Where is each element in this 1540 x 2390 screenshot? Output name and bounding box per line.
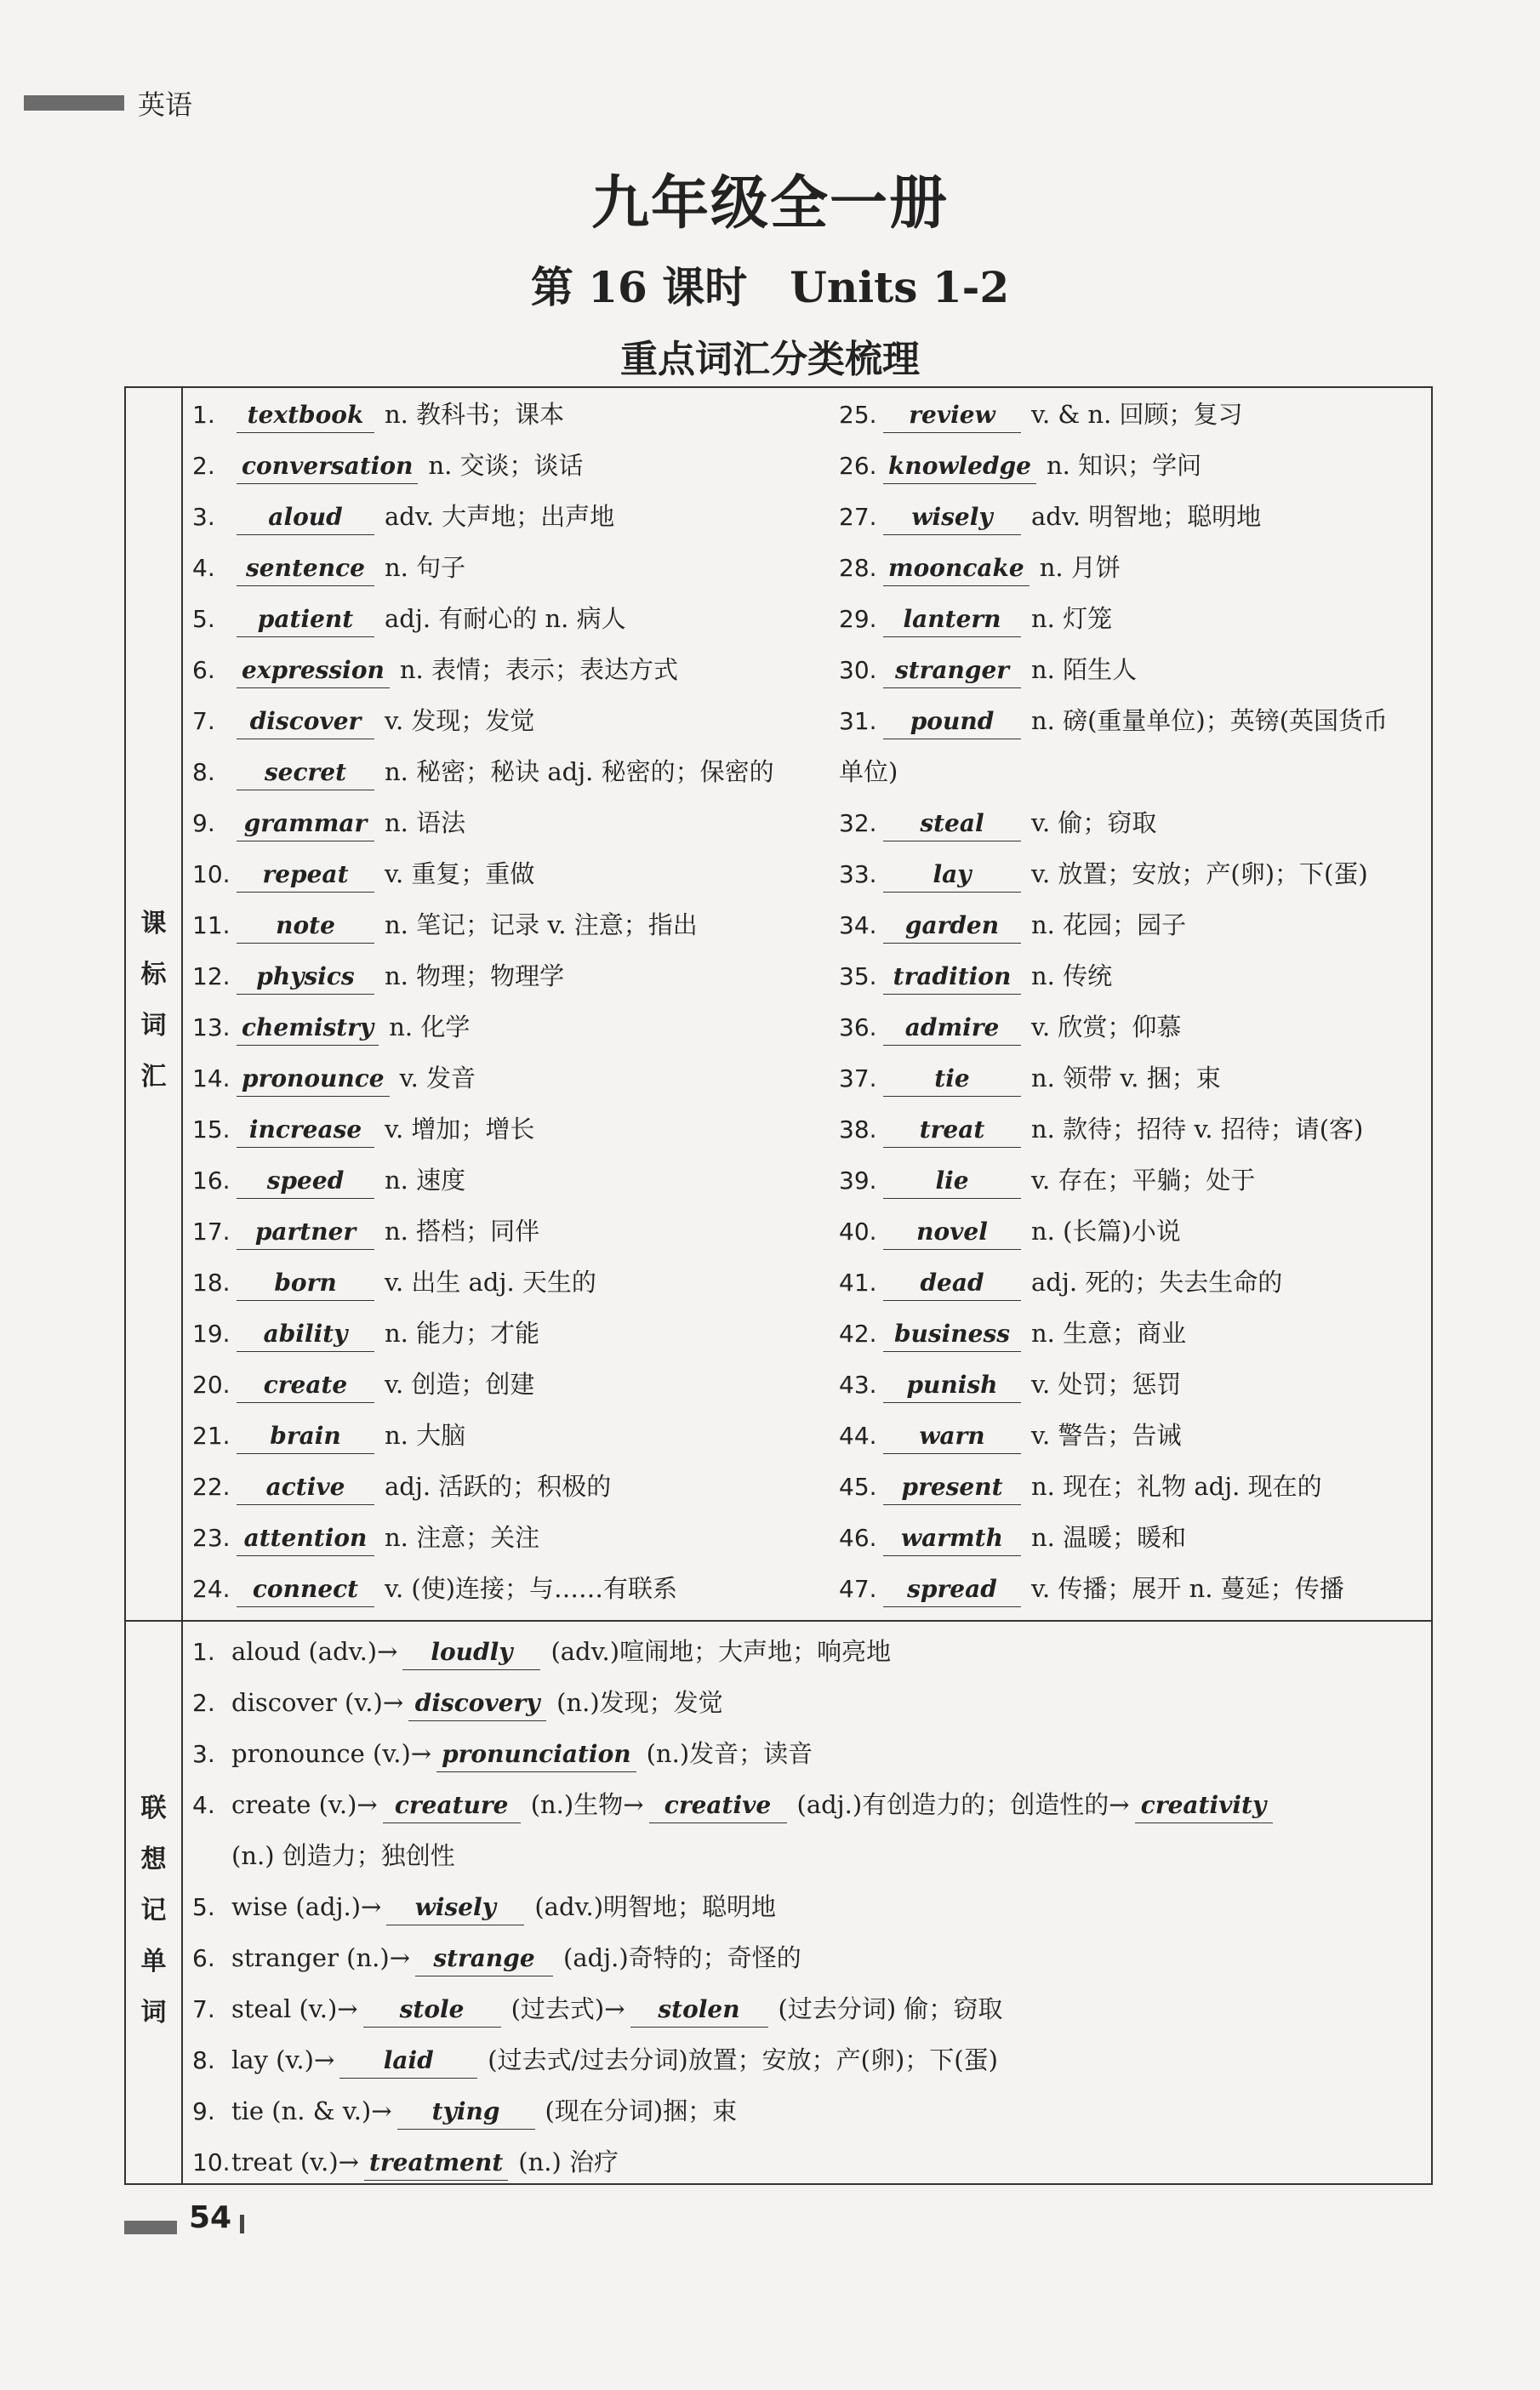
- derived-meaning: (adj.)奇特的；奇怪的: [563, 1943, 801, 1972]
- entry-meaning: n. 花园；园子: [1031, 910, 1187, 939]
- entry-number: 14.: [192, 1064, 231, 1092]
- entry-number: 5.: [192, 1893, 215, 1921]
- answer-blank: pronunciation: [436, 1737, 636, 1772]
- vocab-entry: [192, 1567, 677, 1610]
- derived-meaning: (adv.)喧闹地；大声地；响亮地: [550, 1637, 892, 1666]
- answer-blank: creative: [649, 1788, 787, 1823]
- entry-meaning: v. 创造；创建: [385, 1370, 535, 1399]
- vocab-entry: [839, 1006, 1181, 1048]
- entry-number: 2.: [192, 1689, 215, 1717]
- answer-blank: lay: [883, 858, 1021, 893]
- entry-number: 1.: [192, 401, 215, 429]
- vocab-entry: [192, 393, 564, 436]
- vocab-entry: [839, 1159, 1255, 1201]
- source-word: create (v.)→: [231, 1790, 378, 1819]
- entry-meaning-continued: 单位): [839, 757, 898, 786]
- answer-blank: born: [237, 1266, 374, 1301]
- entry-meaning: v. 出生 adj. 天生的: [385, 1268, 596, 1297]
- entry-meaning: adv. 大声地；出声地: [385, 502, 615, 531]
- answer-blank: treat: [883, 1113, 1021, 1148]
- answer-blank: note: [237, 909, 374, 944]
- answer-blank: garden: [883, 909, 1021, 944]
- entry-meaning: adj. 有耐心的 n. 病人: [385, 604, 626, 633]
- entry-meaning: n. 搭档；同伴: [385, 1217, 540, 1246]
- entry-number: 41.: [839, 1269, 877, 1297]
- entry-meaning: n. 笔记；记录 v. 注意；指出: [385, 910, 698, 939]
- column-divider: [181, 388, 183, 2183]
- entry-meaning: adj. 活跃的；积极的: [385, 1472, 612, 1501]
- entry-number: 23.: [192, 1524, 231, 1552]
- entry-number: 1.: [192, 1638, 215, 1666]
- label-char: 单: [140, 1947, 167, 1976]
- answer-blank: discovery: [408, 1686, 546, 1721]
- entry-meaning: n. 现在；礼物 adj. 现在的: [1031, 1472, 1322, 1501]
- entry-number: 24.: [192, 1575, 231, 1603]
- entry-number: 18.: [192, 1269, 231, 1297]
- answer-blank: ability: [237, 1317, 374, 1352]
- association-line: [192, 1630, 891, 1673]
- answer-blank: lantern: [883, 602, 1021, 637]
- answer-blank: tie: [883, 1062, 1021, 1097]
- vocab-entry: [192, 699, 534, 742]
- label-char: 词: [140, 1998, 167, 2028]
- derived-meaning: (过去式)→: [510, 1994, 625, 2023]
- answer-blank: punish: [883, 1368, 1021, 1403]
- vocab-entry: [192, 1159, 465, 1201]
- section-divider: [126, 1620, 1431, 1622]
- answer-blank: patient: [237, 602, 374, 637]
- vocab-entry: [839, 955, 1112, 997]
- entry-number: 6.: [192, 656, 215, 684]
- entry-meaning: n. 领带 v. 捆；束: [1031, 1064, 1221, 1092]
- source-word: discover (v.)→: [231, 1688, 404, 1717]
- entry-meaning: n. 传统: [1031, 961, 1113, 990]
- entry-number: 8.: [192, 2046, 215, 2074]
- entry-meaning: v. 发音: [399, 1064, 476, 1092]
- derived-meaning: (n.)生物→: [530, 1790, 644, 1819]
- entry-number: 20.: [192, 1371, 231, 1399]
- entry-meaning: v. 偷；窃取: [1031, 808, 1157, 837]
- answer-blank: spread: [883, 1572, 1021, 1607]
- answer-blank: stolen: [630, 1993, 768, 2028]
- derived-meaning: (adv.)明智地；聪明地: [534, 1892, 777, 1921]
- vocab-entry: [839, 444, 1201, 487]
- label-char: 词: [140, 1011, 167, 1041]
- vocab-entry: [192, 750, 774, 793]
- answer-blank: dead: [883, 1266, 1021, 1301]
- answer-blank: wisely: [883, 500, 1021, 535]
- vocab-entry: [192, 955, 564, 997]
- derived-meaning: (过去分词) 偷；窃取: [778, 1994, 1003, 2023]
- vocab-section-label: [126, 898, 181, 1103]
- entry-number: 27.: [839, 503, 877, 531]
- entry-number: 9.: [192, 809, 215, 837]
- entry-number: 29.: [839, 605, 877, 633]
- entry-number: 10.: [192, 2148, 231, 2176]
- entry-number: 36.: [839, 1013, 877, 1041]
- vocab-entry: [192, 1210, 539, 1252]
- association-line: [192, 1885, 776, 1928]
- answer-blank: knowledge: [883, 449, 1036, 484]
- entry-meaning: v. 放置；安放；产(卵)；下(蛋): [1031, 859, 1368, 888]
- entry-number: 8.: [192, 758, 215, 786]
- entry-number: 38.: [839, 1115, 877, 1144]
- vocab-entry: [839, 648, 1137, 691]
- entry-meaning: n. 速度: [385, 1166, 466, 1195]
- entry-meaning: n. 秘密；秘诀 adj. 秘密的；保密的: [385, 757, 774, 786]
- entry-number: 5.: [192, 605, 215, 633]
- entry-meaning: n. 能力；才能: [385, 1319, 540, 1348]
- entry-meaning: n. 表情；表示；表达方式: [399, 655, 678, 684]
- answer-blank: tying: [397, 2095, 535, 2130]
- vocab-entry: [839, 1567, 1344, 1610]
- source-word: lay (v.)→: [231, 2045, 335, 2074]
- entry-meaning: v. (使)连接；与……有联系: [385, 1574, 678, 1603]
- page-number: 54: [189, 2200, 232, 2235]
- vocab-entry: [192, 904, 698, 946]
- entry-number: 37.: [839, 1064, 877, 1092]
- page-tick: [240, 2215, 244, 2233]
- answer-blank: warn: [883, 1419, 1021, 1454]
- answer-blank: textbook: [237, 398, 374, 433]
- association-line: [192, 1783, 1283, 1826]
- derived-meaning: (n.) 治疗: [518, 2148, 619, 2176]
- answer-blank: warmth: [883, 1521, 1021, 1556]
- association-line: [192, 1732, 813, 1775]
- label-char: 课: [140, 909, 167, 938]
- answer-blank: speed: [237, 1164, 374, 1199]
- vocab-entry: [839, 1414, 1181, 1457]
- entry-number: 40.: [839, 1218, 877, 1246]
- vocab-entry: [839, 1261, 1282, 1303]
- entry-meaning: n. 磅(重量单位)；英镑(英国货币: [1031, 706, 1389, 735]
- footer-bar: [124, 2221, 177, 2234]
- answer-blank: expression: [237, 653, 390, 688]
- entry-number: 39.: [839, 1166, 877, 1195]
- vocab-entry: [839, 853, 1368, 895]
- association-line: [192, 2090, 737, 2132]
- answer-blank: mooncake: [883, 551, 1030, 586]
- answer-blank: stole: [363, 1993, 501, 2028]
- answer-blank: novel: [883, 1215, 1021, 1250]
- answer-blank: create: [237, 1368, 374, 1403]
- entry-meaning: n. 生意；商业: [1031, 1319, 1187, 1348]
- source-word: tie (n. & v.)→: [231, 2096, 392, 2125]
- entry-number: 46.: [839, 1524, 877, 1552]
- answer-blank: strange: [415, 1942, 553, 1976]
- entry-meaning: v. 存在；平躺；处于: [1031, 1166, 1256, 1195]
- vocab-entry: [839, 546, 1121, 589]
- answer-blank: loudly: [402, 1635, 540, 1670]
- answer-blank: pronounce: [237, 1062, 390, 1097]
- entry-number: 13.: [192, 1013, 231, 1041]
- entry-number: 7.: [192, 1995, 215, 2023]
- source-word: stranger (n.)→: [231, 1943, 410, 1972]
- vocab-entry: [192, 1414, 465, 1457]
- entry-number: 32.: [839, 809, 877, 837]
- answer-blank: aloud: [237, 500, 374, 535]
- vocab-entry: [839, 1057, 1221, 1099]
- header-bar: [24, 95, 124, 111]
- answer-blank: connect: [237, 1572, 374, 1607]
- answer-blank: admire: [883, 1011, 1021, 1046]
- answer-blank: business: [883, 1317, 1021, 1352]
- derived-meaning: (现在分词)捆；束: [545, 2096, 738, 2125]
- answer-blank: laid: [339, 2044, 477, 2079]
- entry-number: 25.: [839, 401, 877, 429]
- entry-meaning: n. 物理；物理学: [385, 961, 565, 990]
- vocab-entry: [839, 1516, 1186, 1559]
- association-line: [192, 2141, 619, 2183]
- entry-number: 17.: [192, 1218, 231, 1246]
- entry-number: 45.: [839, 1473, 877, 1501]
- entry-meaning: n. 款待；招待 v. 招待；请(客): [1031, 1115, 1364, 1144]
- entry-number: 3.: [192, 503, 215, 531]
- vocab-entry: [192, 1312, 539, 1355]
- entry-number: 9.: [192, 2097, 215, 2125]
- answer-blank: lie: [883, 1164, 1021, 1199]
- answer-blank: present: [883, 1470, 1021, 1505]
- answer-blank: review: [883, 398, 1021, 433]
- entry-number: 43.: [839, 1371, 877, 1399]
- vocab-entry: [192, 1006, 470, 1048]
- answer-blank: creativity: [1135, 1788, 1273, 1823]
- vocab-entry: [192, 1516, 539, 1559]
- entry-number: 10.: [192, 860, 231, 888]
- entry-number: 33.: [839, 860, 877, 888]
- label-char: 标: [140, 960, 167, 990]
- vocab-entry: [192, 801, 465, 844]
- entry-meaning: n. 句子: [385, 553, 466, 582]
- entry-number: 44.: [839, 1422, 877, 1450]
- label-char: 汇: [140, 1062, 167, 1092]
- entry-meaning: n. 语法: [385, 808, 466, 837]
- answer-blank: sentence: [237, 551, 374, 586]
- vocab-entry: [192, 495, 614, 538]
- vocab-entry: [839, 495, 1261, 538]
- vocab-entry: [192, 1261, 596, 1303]
- entry-number: 4.: [192, 554, 215, 582]
- book-title: 九年级全一册: [590, 170, 949, 237]
- entry-number: 2.: [192, 452, 215, 480]
- entry-number: 34.: [839, 911, 877, 939]
- entry-meaning: n. 月饼: [1039, 553, 1121, 582]
- association-line: [192, 1681, 723, 1724]
- association-line: [192, 1937, 801, 1979]
- answer-blank: grammar: [237, 807, 374, 841]
- derived-meaning: (n.)发现；发觉: [556, 1688, 723, 1717]
- source-word: steal (v.)→: [231, 1994, 358, 2023]
- answer-blank: creature: [383, 1788, 521, 1823]
- lesson-title: 第 16 课时 Units 1-2: [530, 262, 1010, 312]
- source-word: treat (v.)→: [231, 2148, 359, 2176]
- vocab-entry: [192, 853, 534, 895]
- entry-meaning: n. 温暖；暖和: [1031, 1523, 1187, 1552]
- entry-meaning: adj. 死的；失去生命的: [1031, 1268, 1283, 1297]
- vocab-entry: [839, 1312, 1186, 1355]
- vocab-entry: [192, 546, 465, 589]
- entry-meaning: n. 交谈；谈话: [428, 451, 584, 480]
- entry-number: 3.: [192, 1740, 215, 1768]
- entry-number: 11.: [192, 911, 231, 939]
- entry-meaning: n. 大脑: [385, 1421, 466, 1450]
- vocab-entry: [192, 1057, 476, 1099]
- entry-meaning: v. 警告；告诫: [1031, 1421, 1182, 1450]
- entry-number: 28.: [839, 554, 877, 582]
- answer-blank: brain: [237, 1419, 374, 1454]
- subject-label: 英语: [138, 88, 193, 121]
- vocab-entry: [839, 1363, 1181, 1406]
- answer-blank: secret: [237, 756, 374, 790]
- entry-number: 12.: [192, 962, 231, 990]
- section-title: 重点词汇分类梳理: [620, 338, 920, 381]
- entry-number: 30.: [839, 656, 877, 684]
- label-char: 联: [140, 1794, 167, 1823]
- vocab-entry: [839, 1108, 1363, 1150]
- entry-meaning: v. & n. 回顾；复习: [1031, 400, 1243, 429]
- answer-blank: wisely: [386, 1891, 524, 1925]
- derived-meaning: (n.)发音；读音: [646, 1739, 813, 1768]
- answer-blank: increase: [237, 1113, 374, 1148]
- entry-meaning: v. 传播；展开 n. 蔓延；传播: [1031, 1574, 1344, 1603]
- entry-number: 7.: [192, 707, 215, 735]
- entry-number: 4.: [192, 1791, 215, 1819]
- association-line: [192, 1834, 455, 1877]
- vocab-entry: [192, 1108, 534, 1150]
- entry-meaning: v. 欣赏；仰慕: [1031, 1012, 1182, 1041]
- assoc-section-label: [126, 1783, 181, 2039]
- vocab-entry: [192, 444, 584, 487]
- vocab-entry: [192, 1363, 534, 1406]
- answer-blank: discover: [237, 704, 374, 739]
- entry-number: 26.: [839, 452, 877, 480]
- entry-number: 42.: [839, 1320, 877, 1348]
- entry-meaning: n. 知识；学问: [1046, 451, 1202, 480]
- entry-number: 16.: [192, 1166, 231, 1195]
- vocab-entry: [839, 699, 1388, 742]
- entry-meaning: n. 注意；关注: [385, 1523, 540, 1552]
- association-line: [192, 2039, 998, 2081]
- answer-blank: conversation: [237, 449, 418, 484]
- label-char: 记: [140, 1896, 167, 1925]
- entry-meaning: v. 增加；增长: [385, 1115, 535, 1144]
- source-word: wise (adj.)→: [231, 1892, 382, 1921]
- answer-blank: physics: [237, 960, 374, 995]
- answer-blank: attention: [237, 1521, 374, 1556]
- entry-meaning: n. 灯笼: [1031, 604, 1113, 633]
- answer-blank: stranger: [883, 653, 1021, 688]
- vocab-entry: [839, 904, 1186, 946]
- answer-blank: steal: [883, 807, 1021, 841]
- entry-meaning: n. 陌生人: [1031, 655, 1138, 684]
- source-word: (n.) 创造力；独创性: [231, 1841, 455, 1870]
- entry-meaning: v. 处罚；惩罚: [1031, 1370, 1182, 1399]
- vocab-entry: [192, 1465, 611, 1508]
- source-word: pronounce (v.)→: [231, 1739, 432, 1768]
- entry-number: 21.: [192, 1422, 231, 1450]
- answer-blank: active: [237, 1470, 374, 1505]
- entry-number: 22.: [192, 1473, 231, 1501]
- derived-meaning: (adj.)有创造力的；创造性的→: [796, 1790, 1130, 1819]
- answer-blank: repeat: [237, 858, 374, 893]
- answer-blank: tradition: [883, 960, 1021, 995]
- entry-number: 35.: [839, 962, 877, 990]
- entry-number: 31.: [839, 707, 877, 735]
- vocab-entry: [839, 1210, 1181, 1252]
- entry-number: 19.: [192, 1320, 231, 1348]
- entry-meaning: v. 发现；发觉: [385, 706, 535, 735]
- entry-number: 47.: [839, 1575, 877, 1603]
- vocab-table: [124, 386, 1433, 2185]
- answer-blank: treatment: [364, 2146, 508, 2181]
- entry-meaning: n. 教科书；课本: [385, 400, 565, 429]
- source-word: aloud (adv.)→: [231, 1637, 398, 1666]
- vocab-entry: [839, 597, 1112, 640]
- vocab-entry: [839, 801, 1156, 844]
- association-line: [192, 1988, 1002, 2030]
- derived-meaning: (过去式/过去分词)放置；安放；产(卵)；下(蛋): [488, 2045, 998, 2074]
- entry-meaning: n. (长篇)小说: [1031, 1217, 1181, 1246]
- answer-blank: chemistry: [237, 1011, 379, 1046]
- answer-blank: partner: [237, 1215, 374, 1250]
- entry-meaning: adv. 明智地；聪明地: [1031, 502, 1262, 531]
- vocab-entry: [839, 393, 1243, 436]
- entry-meaning: v. 重复；重做: [385, 859, 535, 888]
- answer-blank: pound: [883, 704, 1021, 739]
- entry-number: 15.: [192, 1115, 231, 1144]
- vocab-entry: [192, 648, 678, 691]
- entry-number: 6.: [192, 1944, 215, 1972]
- entry-meaning: n. 化学: [389, 1012, 471, 1041]
- label-char: 想: [140, 1845, 167, 1874]
- vocab-entry: [839, 1465, 1322, 1508]
- vocab-entry: [192, 597, 626, 640]
